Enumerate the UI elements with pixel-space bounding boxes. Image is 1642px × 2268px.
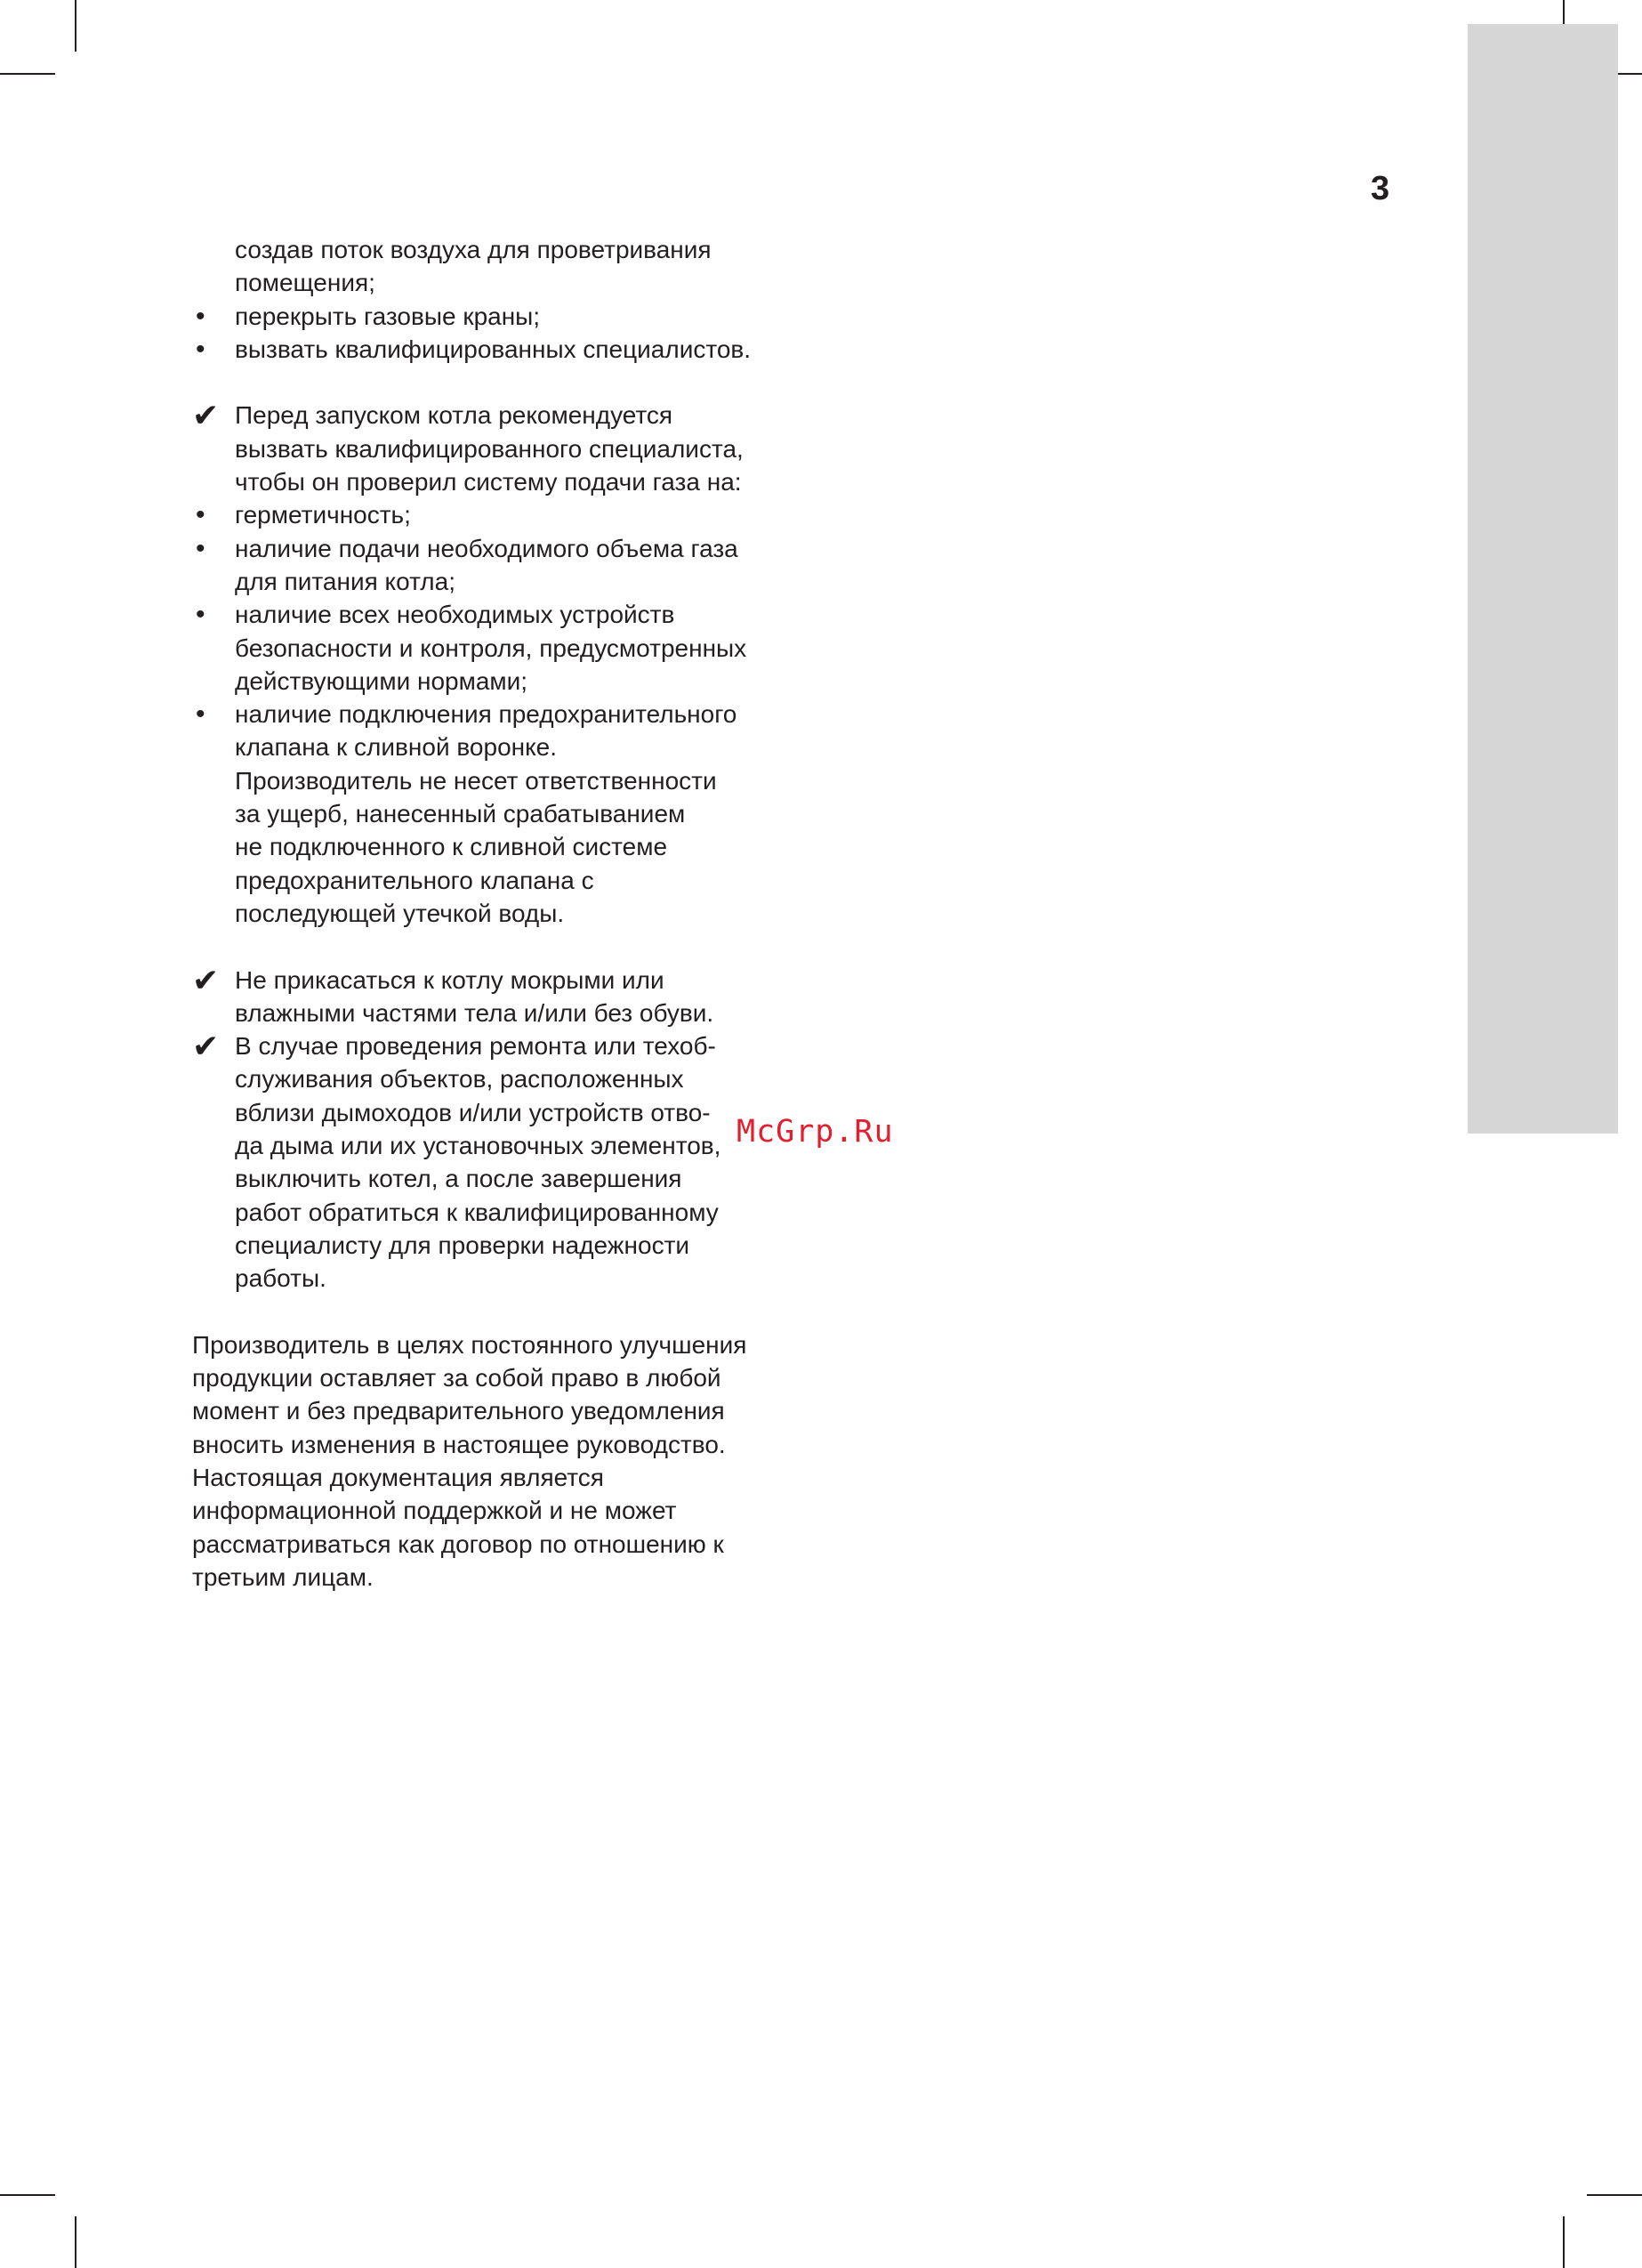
- text-column: [192, 233, 806, 1594]
- check-text: Не прикасаться к котлу мокрыми или: [235, 965, 664, 994]
- text-line: влажными частями тела и/или без обуви.: [235, 998, 714, 1027]
- bullet-item: [192, 698, 806, 730]
- text-line: вблизи дымоходов и/или устройств отво-: [235, 1098, 711, 1126]
- crop-mark: [75, 0, 76, 52]
- bullet-icon: •: [196, 699, 205, 730]
- check-item: [192, 961, 806, 998]
- text-line: последующей утечкой воды.: [235, 899, 565, 927]
- text-line: действующими нормами;: [235, 666, 528, 695]
- text-line: предохранительного клапана с: [235, 866, 594, 894]
- bullet-text: наличие всех необходимых устройств: [235, 601, 675, 629]
- checkmark-icon: ✔: [192, 397, 220, 434]
- crop-mark: [0, 73, 55, 75]
- check-item: [192, 399, 806, 432]
- bullet-text: герметичность;: [235, 501, 411, 529]
- closing-line: Производитель в целях постоянного улучшения: [192, 1330, 747, 1359]
- bullet-icon: •: [196, 301, 205, 331]
- text-line: работы.: [235, 1264, 326, 1293]
- text-line: да дыма или их установочных элементов,: [235, 1132, 721, 1160]
- bullet-text: перекрыть газовые краны;: [235, 302, 541, 330]
- check-text: Перед запуском котла рекомендуется: [235, 401, 673, 430]
- bullet-text: вызвать квалифицированных специалистов.: [235, 335, 752, 363]
- closing-line: третьим лицам.: [192, 1562, 374, 1591]
- text-line: работ обратиться к квалифицированному: [235, 1198, 719, 1226]
- text-line: не подключенного к сливной системе: [235, 833, 668, 861]
- bullet-text: наличие подачи необходимого объема газа: [235, 534, 738, 562]
- bullet-icon: •: [196, 533, 205, 563]
- page-number: 3: [1371, 170, 1390, 207]
- side-tab: [1468, 24, 1618, 1134]
- crop-mark: [0, 2194, 55, 2196]
- text-line: служивания объектов, расположенных: [235, 1065, 684, 1094]
- text-line: создав поток воздуха для проветривания: [235, 236, 712, 263]
- check-text: В случае проведения ремонта или техоб-: [235, 1032, 716, 1061]
- crop-mark: [1563, 2216, 1565, 2268]
- watermark: McGrp.Ru: [736, 1114, 894, 1150]
- bullet-item: [192, 300, 806, 333]
- text-line: специалисту для проверки надежности: [235, 1231, 690, 1259]
- text-line: помещения;: [235, 269, 375, 297]
- bullet-icon: •: [196, 600, 205, 630]
- bullet-icon: •: [196, 500, 205, 530]
- bullet-item: [192, 532, 806, 565]
- closing-line: вносить изменения в настоящее руководство.: [192, 1430, 726, 1458]
- text-line: для питания котла;: [235, 567, 455, 595]
- crop-mark: [1587, 2194, 1642, 2196]
- checkmark-icon: ✔: [192, 1028, 220, 1065]
- bullet-item: [192, 598, 806, 631]
- text-line: клапана к сливной воронке.: [235, 733, 558, 762]
- text-line: выключить котел, а после завершения: [235, 1165, 682, 1193]
- checkmark-icon: ✔: [192, 961, 220, 998]
- closing-line: информационной поддержкой и не может: [192, 1497, 677, 1525]
- text-line: безопасности и контроля, предусмотренных: [235, 634, 747, 662]
- closing-line: рассматриваться как договор по отношению к: [192, 1529, 724, 1558]
- bullet-icon: •: [196, 334, 205, 364]
- bullet-item: [192, 333, 806, 366]
- bullet-item: [192, 498, 806, 531]
- text-line: Производитель не несет ответственности: [235, 766, 717, 795]
- closing-line: Настоящая документация является: [192, 1463, 604, 1491]
- check-item: [192, 1028, 806, 1065]
- closing-line: продукции оставляет за собой право в любой: [192, 1364, 721, 1392]
- text-line: вызвать квалифицированного специалиста,: [235, 434, 744, 463]
- closing-line: момент и без предварительного уведомления: [192, 1397, 725, 1425]
- text-line: за ущерб, нанесенный срабатыванием: [235, 800, 686, 828]
- crop-mark: [75, 2216, 76, 2268]
- bullet-text: наличие подключения предохранительного: [235, 700, 737, 729]
- text-line: чтобы он проверил систему подачи газа на:: [235, 468, 742, 496]
